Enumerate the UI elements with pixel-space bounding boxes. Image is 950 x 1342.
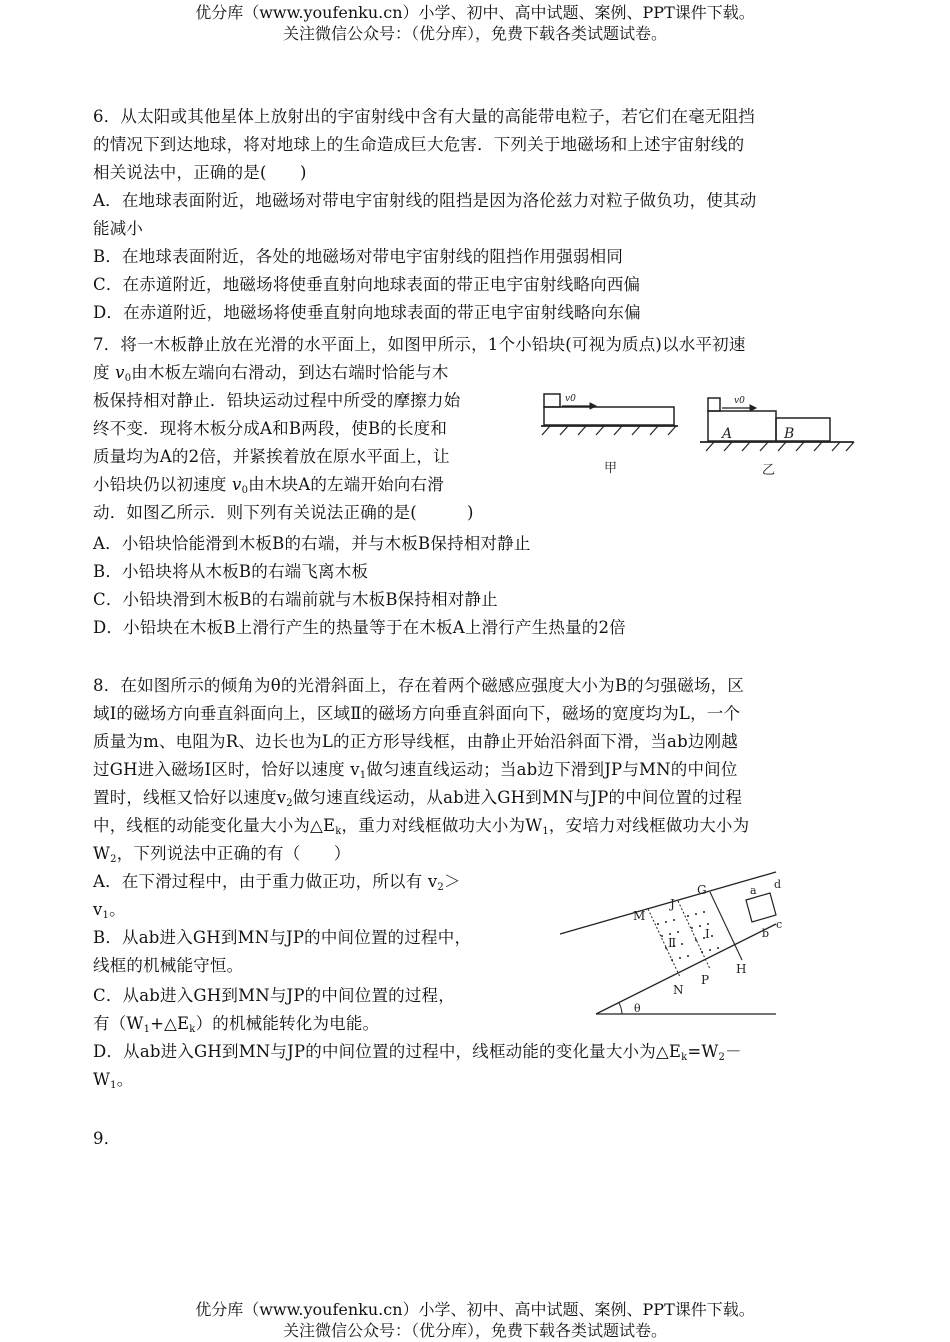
boundary-gh — [710, 892, 742, 960]
q8-option-c-line1: C．从ab进入GH到MN与JP的中间位置的过程， — [93, 986, 455, 1005]
label-H: H — [736, 962, 747, 976]
label-N: N — [673, 983, 684, 997]
q7-stem-line3: 板保持相对静止．铅块运动过程中所受的摩擦力始 — [93, 391, 461, 410]
q7-option-a: A．小铅块恰能滑到木板B的右端，并与木板B保持相对静止 — [93, 534, 531, 553]
label-b: B — [784, 426, 795, 442]
q7-stem-line7: 动．如图乙所示．则下列有关说法正确的是( ) — [93, 503, 474, 522]
lead-block-yi — [708, 398, 720, 411]
label-yi: 乙 — [762, 463, 776, 478]
q7-stem-line4: 终不变．现将木板分成A和B两段，使B的长度和 — [93, 419, 448, 438]
footer-line-1: 优分库（www.youfenku.cn）小学、初中、高中试题、案例、PPT课件下载。 — [195, 1300, 755, 1319]
footer-line-2: 关注微信公众号：（优分库），免费下载各类试题试卷。 — [282, 1321, 667, 1340]
q6-option-b: B．在地球表面附近，各处的地磁场对带电宇宙射线的阻挡作用强弱相同 — [93, 247, 624, 266]
board-a — [708, 411, 776, 441]
label-c: c — [776, 918, 783, 931]
q8-stem-line4: 过GH进入磁场Ⅰ区时，恰好以速度 $v_1$做匀速直线运动；当ab边下滑到JP与MN的中间位 — [93, 760, 738, 781]
incline-top-edge — [560, 872, 776, 934]
q8-stem-line1: 8．在如图所示的倾角为θ的光滑斜面上，存在着两个磁感应强度大小为B的匀强磁场，区 — [93, 676, 745, 695]
page-header — [0, 2, 950, 44]
label-M: M — [633, 909, 646, 923]
q8-stem-line6: 中，线框的动能变化量大小为$\triangle E_k$，重力对线框做功大小为$W_1$，安培力对线框做功大小为 — [93, 816, 750, 837]
header-line-1: 优分库（www.youfenku.cn）小学、初中、高中试题、案例、PPT课件下载。 — [195, 3, 755, 22]
label-jia: 甲 — [604, 461, 618, 476]
figure-jia — [541, 394, 678, 476]
label-P: P — [701, 973, 710, 987]
q8-option-c-line2: 有$(W_1+\triangle E_k)$的机械能转化为电能。 — [93, 1014, 380, 1035]
q8-stem-line2: 域Ⅰ的磁场方向垂直斜面向上，区域Ⅱ的磁场方向垂直斜面向下，磁场的宽度均为L，一个 — [93, 704, 741, 723]
theta-label: θ — [634, 1002, 641, 1015]
label-a: a — [750, 884, 757, 897]
v0-label-jia: v0 — [565, 394, 576, 404]
wire-frame-abcd — [746, 893, 776, 922]
q8-stem-line7: $W_2$，下列说法中正确的有（ ） — [93, 844, 351, 865]
q7-stem-line1: 7．将一木板静止放在光滑的水平面上，如图甲所示，1个小铅块(可视为质点)以水平初速 — [93, 335, 746, 354]
q8-stem-line5: 置时，线框又恰好以速度$v_2$做匀速直线运动，从ab进入GH到MN与JP的中间位置的过程 — [93, 788, 743, 809]
q7-option-c: C．小铅块滑到木板B的右端前就与木板B保持相对静止 — [93, 590, 498, 609]
q7-option-b: B．小铅块将从木板B的右端飞离木板 — [93, 562, 369, 581]
q6-option-a-line1: A．在地球表面附近，地磁场对带电宇宙射线的阻挡是因为洛伦兹力对粒子做负功，使其动 — [93, 191, 757, 210]
q6-stem-line3: 相关说法中，正确的是( ) — [93, 163, 307, 182]
q8-stem-line3: 质量为m、电阻为R、边长也为L的正方形导线框，由静止开始沿斜面下滑，当ab边刚越 — [93, 732, 738, 751]
q7-figure-boards — [538, 388, 858, 480]
lead-block-jia — [544, 394, 560, 407]
region-2-label: Ⅱ — [668, 936, 677, 950]
incline-bottom-edge — [596, 924, 776, 1014]
label-G: G — [697, 883, 707, 897]
page-footer — [0, 1299, 950, 1341]
q6-option-a-line2: 能减小 — [93, 219, 144, 238]
q6-option-c: C．在赤道附近，地磁场将使垂直射向地球表面的带正电宇宙射线略向西偏 — [93, 275, 641, 294]
q6-option-d: D．在赤道附近，地磁场将使垂直射向地球表面的带正电宇宙射线略向东偏 — [93, 303, 641, 322]
q8-figure-incline — [560, 872, 783, 1017]
q8-option-b-line2: 线框的机械能守恒。 — [93, 956, 244, 975]
q6-stem-line1: 6．从太阳或其他星体上放射出的宇宙射线中含有大量的高能带电粒子，若它们在毫无阻挡 — [93, 107, 755, 126]
q7-stem-line5: 质量均为A的2倍，并紧挨着放在原水平面上，让 — [93, 447, 450, 466]
q8-option-a-line2: $v_1$。 — [93, 900, 126, 921]
q6-stem-line2: 的情况下到达地球，将对地球上的生命造成巨大危害．下列关于地磁场和上述宇宙射线的 — [93, 135, 745, 154]
figure-yi — [700, 396, 854, 478]
board-jia — [544, 407, 674, 425]
q8-option-b-line1: B．从ab进入GH到MN与JP的中间位置的过程中， — [93, 928, 472, 947]
label-a: A — [722, 426, 733, 442]
label-d: d — [774, 878, 782, 891]
label-J: J — [670, 897, 675, 911]
q8-option-a-line1: A．在下滑过程中，由于重力做正功，所以有 $v_2>$ — [93, 872, 461, 893]
q8-option-d-line2: $W_1$。 — [93, 1070, 134, 1091]
region-1-label: Ⅰ — [705, 927, 710, 941]
q7-stem-line2: 度 $v_0$由木板左端向右滑动，到达右端时恰能与木 — [93, 363, 449, 384]
q7-stem-line6: 小铅块仍以初速度 $v_0$由木块A的左端开始向右滑 — [93, 475, 444, 496]
label-b: b — [762, 927, 770, 940]
header-line-2: 关注微信公众号：（优分库），免费下载各类试题试卷。 — [282, 24, 667, 43]
q8-option-d-line1: D．从ab进入GH到MN与JP的中间位置的过程中，线框动能的变化量大小为$\triangle E_k=W_2-$ — [93, 1042, 742, 1063]
v0-label-yi: v0 — [734, 396, 745, 406]
q7-option-d: D．小铅块在木板B上滑行产生的热量等于在木板A上滑行产生热量的2倍 — [93, 618, 626, 637]
question-9-label: 9． — [93, 1129, 121, 1148]
